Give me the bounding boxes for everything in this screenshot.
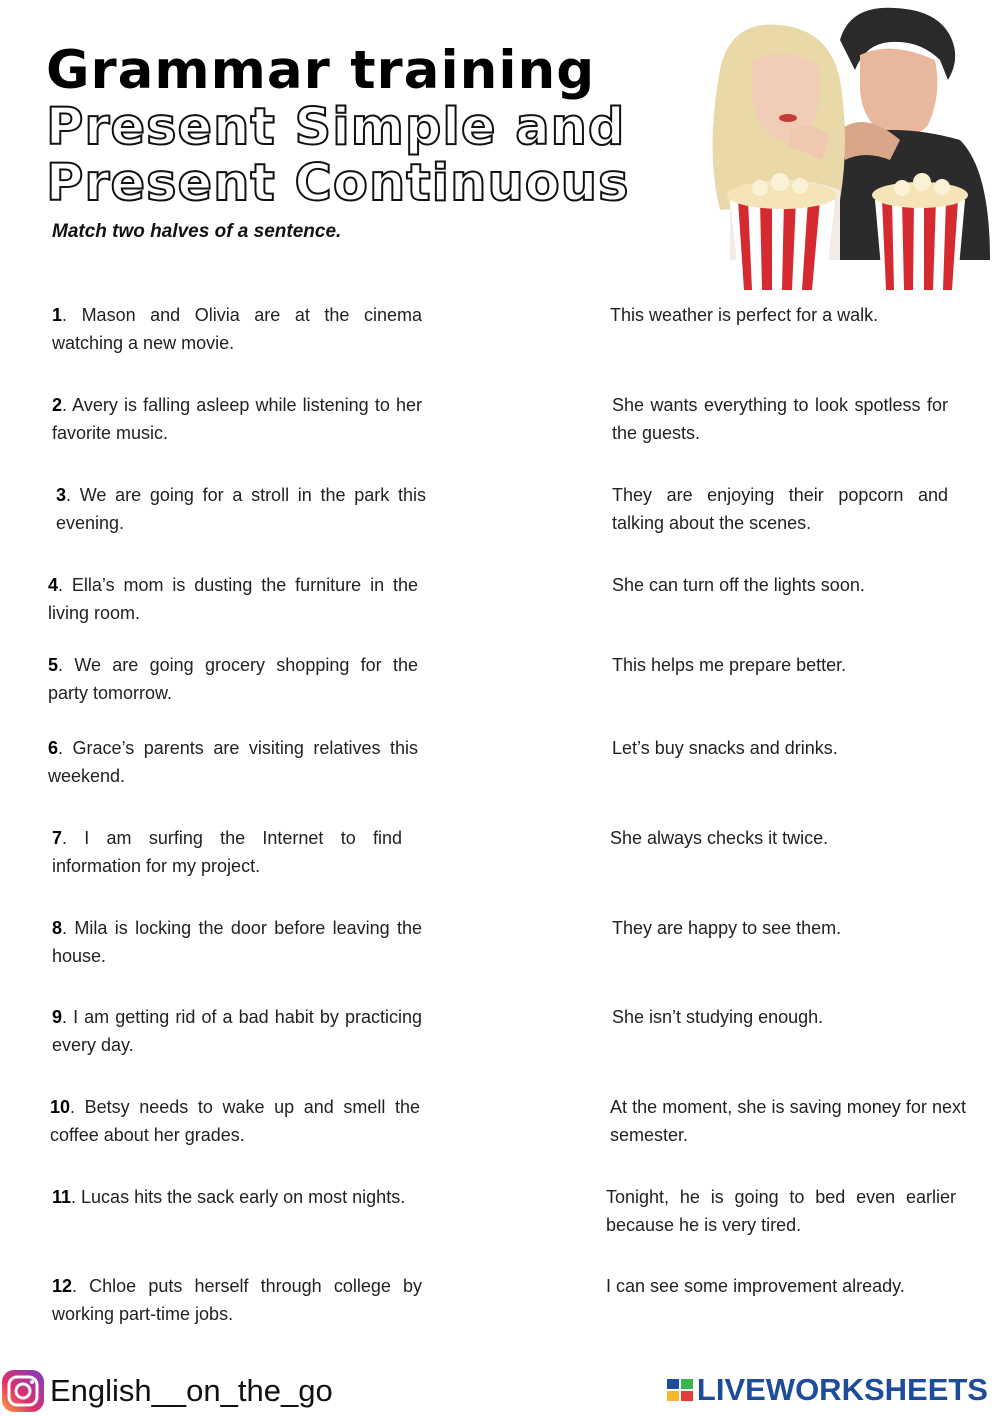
footer-social <box>0 1366 333 1416</box>
sentence-end-8: They are happy to see them. <box>612 918 842 938</box>
sentence-end-2: She wants everything to look spotless for the guests. <box>612 395 948 443</box>
sentence-end-12: I can see some improvement already. <box>606 1276 905 1296</box>
sentence-start-6: 6. Grace’s parents are visiting relatives this weekend. <box>48 738 418 786</box>
sentence-end-10: At the moment, she is saving money for next semester. <box>610 1097 966 1145</box>
sentence-end-11: Tonight, he is going to bed even earlier because he is very tired. <box>606 1187 956 1235</box>
sentence-start-3: 3. We are going for a stroll in the park this evening. <box>56 485 426 533</box>
instruction-text: Match two halves of a sentence. <box>52 221 342 242</box>
sentence-start-10: 10. Betsy needs to wake up and smell the coffee about her grades. <box>50 1097 420 1145</box>
sentence-end-7: She always checks it twice. <box>610 828 829 848</box>
sentence-start-2: 2. Avery is falling asleep while listening to her favorite music. <box>52 395 422 443</box>
sentence-start-5: 5. We are going grocery shopping for the party tomorrow. <box>48 655 418 703</box>
sentence-end-3: They are enjoying their popcorn and talking about the scenes. <box>612 485 948 533</box>
sentence-end-6: Let’s buy snacks and drinks. <box>612 738 838 758</box>
title-line-2: Present Simple and <box>46 98 626 157</box>
sentence-end-1: This weather is perfect for a walk. <box>610 305 879 325</box>
sentence-end-5: This helps me prepare better. <box>612 655 847 675</box>
sentence-start-11: 11. Lucas hits the sack early on most nights. <box>52 1187 406 1207</box>
instagram-handle: English__on_the_go <box>50 1373 333 1408</box>
liveworksheets-wordmark: LIVEWORKSHEETS <box>696 1372 988 1407</box>
cinema-couple-illustration <box>690 0 990 292</box>
sentence-end-4: She can turn off the lights soon. <box>612 575 865 595</box>
sentence-start-8: 8. Mila is locking the door before leaving the house. <box>52 918 422 966</box>
sentence-start-4: 4. Ella’s mom is dusting the furniture in the living room. <box>48 575 418 623</box>
title-line-1: Grammar training <box>46 40 596 101</box>
sentence-end-9: She isn’t studying enough. <box>612 1007 824 1027</box>
popcorn-bucket-right-icon <box>872 173 968 290</box>
liveworksheets-logo <box>666 1372 988 1408</box>
liveworksheets-icon <box>666 1376 694 1404</box>
sentence-start-7: 7. I am surfing the Internet to find information for my project. <box>52 828 402 876</box>
sentence-start-9: 9. I am getting rid of a bad habit by practicing every day. <box>52 1007 422 1055</box>
instagram-icon <box>0 1368 46 1414</box>
popcorn-bucket-left-icon <box>727 173 837 290</box>
sentence-start-12: 12. Chloe puts herself through college by working part-time jobs. <box>52 1276 422 1324</box>
sentence-start-1: 1. Mason and Olivia are at the cinema watching a new movie. <box>52 305 422 353</box>
title-line-3: Present Continuous <box>46 154 630 213</box>
